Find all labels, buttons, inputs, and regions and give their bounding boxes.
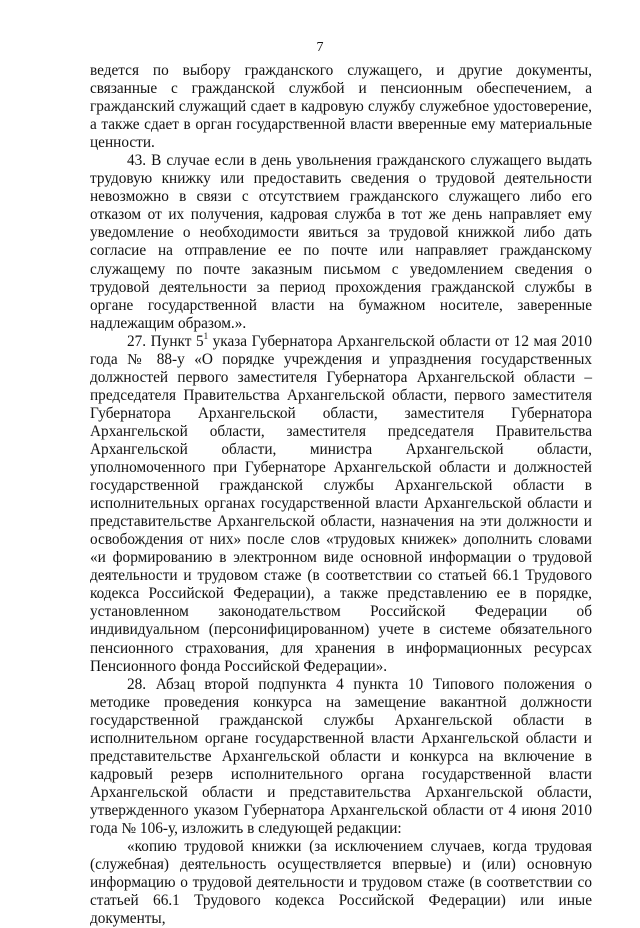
paragraph-quote: «копию трудовой книжки (за исключением случаев, когда трудовая (служебная) деятельность осуществляется впервые) и (или) основную информацию о трудовой деятельности и трудовом стаже (в соответствии со статьей 66.1 Трудового кодекса Российской Федерации) или иные документы, (90, 838, 592, 928)
document-body (90, 62, 592, 928)
item-27-lead-text: 27. Пункт 5 (127, 332, 204, 350)
page-number: 7 (316, 40, 324, 55)
paragraph-item-43: 43. В случае если в день увольнения гражданского служащего выдать трудовую книжку или предоставить сведения о трудовой деятельности невозможно в связи с отсутствием гражданского служащего либо его отказом от их получения, кадровая служба в тот же день направляет ему уведомление о необходимости явиться за трудовой книжкой либо дать согласие на отправление ее по почте или направляет гражданскому служащему по почте заказным письмом с уведомлением сведения о трудовой деятельности за период прохождения гражданской службы в органе государственной власти на бумажном носителе, заверенные надлежащим образом.». (90, 152, 592, 332)
item-27-body-text: указа Губернатора Архангельской области от 12 мая 2010 года № 88-у «О порядке учреждения и упразднения государственных должностей первого заместителя Губернатора Архангельской области – председателя Правительства Архангельской области, первого заместителя Губернатора Архангельской области, заместителя Губернатора Архангельской области, заместителя председателя Правительства Архангельской области, министра Архангельской области, уполномоченного при Губернаторе Архангельской области и должностей государственной гражданской службы Архангельской области в исполнительных органах государственной власти Архангельской области и представительстве Архангельской области, назначения на эти должности и освобождения от них» после слов «трудовых книжек» дополнить словами «и формированию в электронном виде основной информации о трудовой деятельности и трудовом стаже (в соответствии со статьей 66.1 Трудового кодекса Российской Федерации), а также представлению ее в порядке, установленном законодательством Российской Федерации об индивидуальном (персонифицированном) учете в системе обязательного пенсионного страхования, для хранения в информационных ресурсах Пенсионного фонда Российской Федерации». (90, 332, 592, 675)
superscript-marker: 1 (203, 330, 209, 341)
paragraph-item-27 (90, 330, 592, 676)
paragraph-continuation: ведется по выбору гражданского служащего, и другие документы, связанные с гражданской службой и пенсионным обеспечением, а гражданский служащий сдает в кадровую службу служебное удостоверение, а также сдает в орган государственной власти вверенные ему материальные ценности. (90, 62, 592, 152)
paragraph-item-28: 28. Абзац второй подпункта 4 пункта 10 Типового положения о методике проведения конкурса на замещение вакантной должности государственной гражданской службы Архангельской области в исполнительном органе государственной власти Архангельской области и представительстве Архангельской области и конкурса на включение в кадровый резерв исполнительного органа государственной власти Архангельской области и представительства Архангельской области, утвержденного указом Губернатора Архангельской области от 4 июня 2010 года № 106-у, изложить в следующей редакции: (90, 675, 592, 837)
